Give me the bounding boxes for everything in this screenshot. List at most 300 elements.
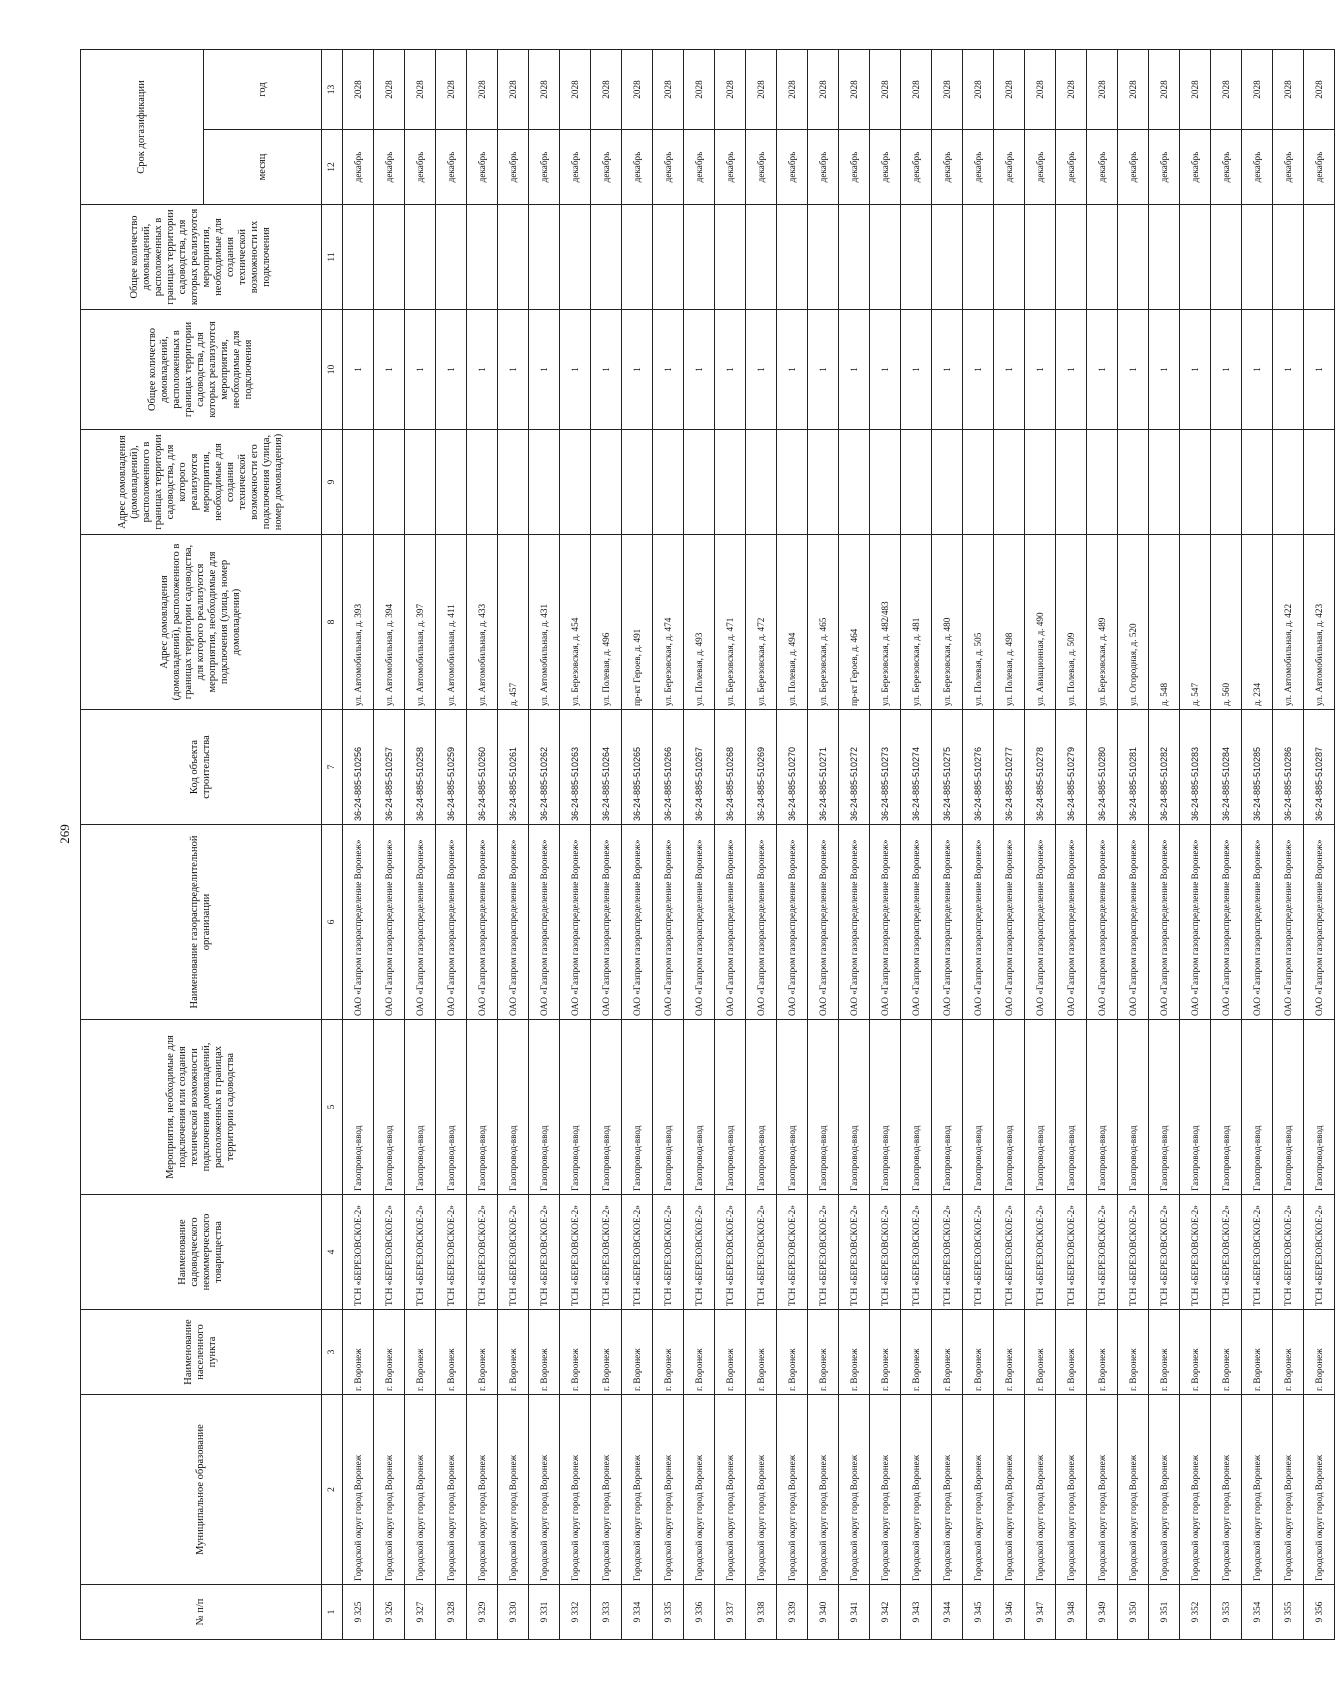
cell-settlement: г. Воронеж [591, 1310, 622, 1395]
cell-gas-org: ОАО «Газпром газораспределение Воронеж» [994, 825, 1025, 1020]
cell-gas-org: ОАО «Газпром газораспределение Воронеж» [777, 825, 808, 1020]
table-row [1242, 49, 1273, 1639]
cell-month: декабрь [715, 130, 746, 205]
cell-count-connection: 1 [963, 310, 994, 430]
cell-year: 2028 [1180, 49, 1211, 129]
cell-month: декабрь [839, 130, 870, 205]
column-number: 13 [322, 49, 343, 129]
cell-partnership: ТСН «БЕРЕЗОВСКОЕ-2» [932, 1195, 963, 1310]
table-row [1273, 49, 1304, 1639]
cell-year: 2028 [436, 49, 467, 129]
table-row [1087, 49, 1118, 1639]
cell-year: 2028 [1087, 49, 1118, 129]
cell-event: Газопровод-ввод [684, 1020, 715, 1195]
cell-gas-org: ОАО «Газпром газораспределение Воронеж» [808, 825, 839, 1020]
cell-address-capability [963, 430, 994, 535]
cell-count-capability [560, 205, 591, 310]
cell-settlement: г. Воронеж [405, 1310, 436, 1395]
cell-settlement: г. Воронеж [374, 1310, 405, 1395]
cell-municipality: Городской округ город Воронеж [1304, 1395, 1335, 1585]
cell-year: 2028 [1242, 49, 1273, 129]
table-row [870, 49, 901, 1639]
cell-count-connection: 1 [1149, 310, 1180, 430]
cell-num: 9 337 [715, 1585, 746, 1640]
cell-num: 9 340 [808, 1585, 839, 1640]
cell-year: 2028 [1304, 49, 1335, 129]
cell-event: Газопровод-ввод [1211, 1020, 1242, 1195]
cell-count-connection: 1 [467, 310, 498, 430]
cell-month: декабрь [1180, 130, 1211, 205]
table-row [777, 49, 808, 1639]
cell-municipality: Городской округ город Воронеж [932, 1395, 963, 1585]
cell-count-connection: 1 [529, 310, 560, 430]
table-row [684, 49, 715, 1639]
cell-event: Газопровод-ввод [777, 1020, 808, 1195]
cell-count-connection: 1 [994, 310, 1025, 430]
table-row [1304, 49, 1335, 1639]
cell-month: декабрь [808, 130, 839, 205]
cell-count-capability [994, 205, 1025, 310]
cell-month: декабрь [684, 130, 715, 205]
cell-address: ул. Огородная, д. 520 [1118, 535, 1149, 710]
cell-address: ул. Полевая, д. 496 [591, 535, 622, 710]
cell-object-code: 36-24-885-510287 [1304, 710, 1335, 825]
cell-num: 9 353 [1211, 1585, 1242, 1640]
cell-object-code: 36-24-885-510278 [1025, 710, 1056, 825]
cell-gas-org: ОАО «Газпром газораспределение Воронеж» [591, 825, 622, 1020]
cell-settlement: г. Воронеж [1180, 1310, 1211, 1395]
cell-year: 2028 [963, 49, 994, 129]
cell-settlement: г. Воронеж [684, 1310, 715, 1395]
cell-count-connection: 1 [560, 310, 591, 430]
cell-count-capability [808, 205, 839, 310]
cell-settlement: г. Воронеж [839, 1310, 870, 1395]
cell-num: 9 341 [839, 1585, 870, 1640]
column-number: 2 [322, 1395, 343, 1585]
column-number: 3 [322, 1310, 343, 1395]
cell-partnership: ТСН «БЕРЕЗОВСКОЕ-2» [963, 1195, 994, 1310]
table-row [622, 49, 653, 1639]
table-row [1025, 49, 1056, 1639]
cell-count-connection: 1 [436, 310, 467, 430]
cell-address: д. 234 [1242, 535, 1273, 710]
cell-partnership: ТСН «БЕРЕЗОВСКОЕ-2» [498, 1195, 529, 1310]
cell-year: 2028 [870, 49, 901, 129]
cell-event: Газопровод-ввод [560, 1020, 591, 1195]
cell-count-capability [1025, 205, 1056, 310]
cell-settlement: г. Воронеж [715, 1310, 746, 1395]
cell-count-capability [839, 205, 870, 310]
column-number: 10 [322, 310, 343, 430]
cell-object-code: 36-24-885-510266 [653, 710, 684, 825]
cell-address-capability [1211, 430, 1242, 535]
cell-settlement: г. Воронеж [1056, 1310, 1087, 1395]
table-row [932, 49, 963, 1639]
cell-month: декабрь [1242, 130, 1273, 205]
cell-year: 2028 [808, 49, 839, 129]
table-row [808, 49, 839, 1639]
cell-municipality: Городской округ город Воронеж [498, 1395, 529, 1585]
cell-count-connection: 1 [715, 310, 746, 430]
table-row [529, 49, 560, 1639]
rotated-table-container [80, 50, 1324, 1640]
cell-settlement: г. Воронеж [653, 1310, 684, 1395]
cell-count-connection: 1 [808, 310, 839, 430]
cell-object-code: 36-24-885-510286 [1273, 710, 1304, 825]
cell-municipality: Городской округ город Воронеж [560, 1395, 591, 1585]
cell-partnership: ТСН «БЕРЕЗОВСКОЕ-2» [1211, 1195, 1242, 1310]
cell-gas-org: ОАО «Газпром газораспределение Воронеж» [746, 825, 777, 1020]
cell-count-connection: 1 [839, 310, 870, 430]
cell-address: ул. Березовская, д. 489 [1087, 535, 1118, 710]
cell-settlement: г. Воронеж [343, 1310, 374, 1395]
cell-month: декабрь [994, 130, 1025, 205]
cell-event: Газопровод-ввод [994, 1020, 1025, 1195]
cell-municipality: Городской округ город Воронеж [436, 1395, 467, 1585]
column-number: 7 [322, 710, 343, 825]
cell-month: декабрь [963, 130, 994, 205]
cell-count-connection: 1 [870, 310, 901, 430]
cell-settlement: г. Воронеж [808, 1310, 839, 1395]
cell-settlement: г. Воронеж [994, 1310, 1025, 1395]
column-number: 1 [322, 1585, 343, 1640]
table-row [498, 49, 529, 1639]
cell-address: ул. Березовская, д. 465 [808, 535, 839, 710]
cell-count-capability [529, 205, 560, 310]
cell-count-capability [746, 205, 777, 310]
cell-gas-org: ОАО «Газпром газораспределение Воронеж» [715, 825, 746, 1020]
cell-partnership: ТСН «БЕРЕЗОВСКОЕ-2» [839, 1195, 870, 1310]
cell-count-capability [405, 205, 436, 310]
cell-partnership: ТСН «БЕРЕЗОВСКОЕ-2» [746, 1195, 777, 1310]
cell-municipality: Городской округ город Воронеж [1242, 1395, 1273, 1585]
column-number: 8 [322, 535, 343, 710]
cell-gas-org: ОАО «Газпром газораспределение Воронеж» [529, 825, 560, 1020]
cell-address-capability [932, 430, 963, 535]
cell-month: декабрь [498, 130, 529, 205]
cell-partnership: ТСН «БЕРЕЗОВСКОЕ-2» [622, 1195, 653, 1310]
cell-count-connection: 1 [1273, 310, 1304, 430]
cell-partnership: ТСН «БЕРЕЗОВСКОЕ-2» [343, 1195, 374, 1310]
cell-event: Газопровод-ввод [498, 1020, 529, 1195]
cell-num: 9 350 [1118, 1585, 1149, 1640]
cell-year: 2028 [1211, 49, 1242, 129]
cell-object-code: 36-24-885-510257 [374, 710, 405, 825]
cell-event: Газопровод-ввод [374, 1020, 405, 1195]
cell-count-connection: 1 [932, 310, 963, 430]
cell-month: декабрь [560, 130, 591, 205]
cell-num: 9 335 [653, 1585, 684, 1640]
cell-count-connection: 1 [498, 310, 529, 430]
cell-settlement: г. Воронеж [1118, 1310, 1149, 1395]
cell-address-capability [839, 430, 870, 535]
cell-settlement: г. Воронеж [560, 1310, 591, 1395]
cell-partnership: ТСН «БЕРЕЗОВСКОЕ-2» [1025, 1195, 1056, 1310]
cell-gas-org: ОАО «Газпром газораспределение Воронеж» [1211, 825, 1242, 1020]
cell-num: 9 344 [932, 1585, 963, 1640]
cell-gas-org: ОАО «Газпром газораспределение Воронеж» [684, 825, 715, 1020]
cell-object-code: 36-24-885-510268 [715, 710, 746, 825]
cell-partnership: ТСН «БЕРЕЗОВСКОЕ-2» [1304, 1195, 1335, 1310]
cell-year: 2028 [932, 49, 963, 129]
cell-object-code: 36-24-885-510277 [994, 710, 1025, 825]
cell-month: декабрь [1304, 130, 1335, 205]
cell-gas-org: ОАО «Газпром газораспределение Воронеж» [1056, 825, 1087, 1020]
cell-num: 9 352 [1180, 1585, 1211, 1640]
cell-address: ул. Березовская, д. 474 [653, 535, 684, 710]
header-count-capability: Общее количество домовладений, расположенных в границах территории садоводства, для которых реализуются мероприятия, необходимые для создания технической возможности их подключения [81, 205, 322, 310]
cell-object-code: 36-24-885-510259 [436, 710, 467, 825]
cell-year: 2028 [777, 49, 808, 129]
cell-municipality: Городской округ город Воронеж [870, 1395, 901, 1585]
cell-count-capability [1273, 205, 1304, 310]
cell-year: 2028 [1025, 49, 1056, 129]
cell-num: 9 326 [374, 1585, 405, 1640]
cell-address-capability [1304, 430, 1335, 535]
cell-object-code: 36-24-885-510279 [1056, 710, 1087, 825]
table-row [591, 49, 622, 1639]
cell-address-capability [560, 430, 591, 535]
cell-address-capability [622, 430, 653, 535]
cell-address-capability [405, 430, 436, 535]
cell-event: Газопровод-ввод [1118, 1020, 1149, 1195]
cell-address: пр-кт Героев, д. 491 [622, 535, 653, 710]
cell-municipality: Городской округ город Воронеж [777, 1395, 808, 1585]
cell-gas-org: ОАО «Газпром газораспределение Воронеж» [870, 825, 901, 1020]
column-number: 4 [322, 1195, 343, 1310]
cell-num: 9 327 [405, 1585, 436, 1640]
header-event: Мероприятия, необходимые для подключения или создания технической возможности подключения домовладений, расположенных в границах территории садоводства [81, 1020, 322, 1195]
cell-year: 2028 [1056, 49, 1087, 129]
table-row [1056, 49, 1087, 1639]
cell-municipality: Городской округ город Воронеж [1273, 1395, 1304, 1585]
cell-address: ул. Березовская, д. 481 [901, 535, 932, 710]
cell-month: декабрь [1025, 130, 1056, 205]
cell-month: декабрь [591, 130, 622, 205]
cell-object-code: 36-24-885-510276 [963, 710, 994, 825]
cell-count-capability [1087, 205, 1118, 310]
cell-object-code: 36-24-885-510262 [529, 710, 560, 825]
cell-count-capability [870, 205, 901, 310]
cell-address-capability [870, 430, 901, 535]
cell-count-connection: 1 [777, 310, 808, 430]
cell-count-connection: 1 [622, 310, 653, 430]
cell-municipality: Городской округ город Воронеж [622, 1395, 653, 1585]
cell-count-capability [932, 205, 963, 310]
cell-count-connection: 1 [1087, 310, 1118, 430]
table-row [467, 49, 498, 1639]
cell-count-connection: 1 [901, 310, 932, 430]
cell-settlement: г. Воронеж [901, 1310, 932, 1395]
cell-count-capability [374, 205, 405, 310]
cell-partnership: ТСН «БЕРЕЗОВСКОЕ-2» [1056, 1195, 1087, 1310]
cell-municipality: Городской округ город Воронеж [963, 1395, 994, 1585]
cell-gas-org: ОАО «Газпром газораспределение Воронеж» [436, 825, 467, 1020]
header-month: месяц [204, 130, 322, 205]
cell-year: 2028 [498, 49, 529, 129]
cell-address: ул. Автомобильная, д. 397 [405, 535, 436, 710]
cell-municipality: Городской округ город Воронеж [746, 1395, 777, 1585]
cell-gas-org: ОАО «Газпром газораспределение Воронеж» [901, 825, 932, 1020]
cell-object-code: 36-24-885-510283 [1180, 710, 1211, 825]
cell-event: Газопровод-ввод [591, 1020, 622, 1195]
column-number: 6 [322, 825, 343, 1020]
cell-partnership: ТСН «БЕРЕЗОВСКОЕ-2» [1118, 1195, 1149, 1310]
cell-partnership: ТСН «БЕРЕЗОВСКОЕ-2» [870, 1195, 901, 1310]
header-settlement: Наименование населенного пункта [81, 1310, 322, 1395]
cell-num: 9 334 [622, 1585, 653, 1640]
cell-object-code: 36-24-885-510273 [870, 710, 901, 825]
cell-partnership: ТСН «БЕРЕЗОВСКОЕ-2» [529, 1195, 560, 1310]
cell-municipality: Городской округ город Воронеж [653, 1395, 684, 1585]
cell-address-capability [1149, 430, 1180, 535]
cell-count-capability [467, 205, 498, 310]
cell-address: ул. Авиационная, д. 490 [1025, 535, 1056, 710]
cell-partnership: ТСН «БЕРЕЗОВСКОЕ-2» [901, 1195, 932, 1310]
cell-year: 2028 [467, 49, 498, 129]
table-row [1149, 49, 1180, 1639]
cell-gas-org: ОАО «Газпром газораспределение Воронеж» [1149, 825, 1180, 1020]
cell-gas-org: ОАО «Газпром газораспределение Воронеж» [343, 825, 374, 1020]
cell-settlement: г. Воронеж [1242, 1310, 1273, 1395]
cell-year: 2028 [1273, 49, 1304, 129]
cell-partnership: ТСН «БЕРЕЗОВСКОЕ-2» [591, 1195, 622, 1310]
cell-address: ул. Полевая, д. 498 [994, 535, 1025, 710]
cell-object-code: 36-24-885-510275 [932, 710, 963, 825]
cell-address-capability [994, 430, 1025, 535]
cell-count-connection: 1 [343, 310, 374, 430]
cell-address: д. 457 [498, 535, 529, 710]
cell-gas-org: ОАО «Газпром газораспределение Воронеж» [932, 825, 963, 1020]
cell-address-capability [653, 430, 684, 535]
header-municipality: Муниципальное образование [81, 1395, 322, 1585]
cell-settlement: г. Воронеж [932, 1310, 963, 1395]
cell-gas-org: ОАО «Газпром газораспределение Воронеж» [1025, 825, 1056, 1020]
header-partnership: Наименование садоводческого некоммерческого товарищества [81, 1195, 322, 1310]
cell-num: 9 328 [436, 1585, 467, 1640]
cell-object-code: 36-24-885-510270 [777, 710, 808, 825]
cell-gas-org: ОАО «Газпром газораспределение Воронеж» [1242, 825, 1273, 1020]
cell-num: 9 355 [1273, 1585, 1304, 1640]
cell-month: декабрь [529, 130, 560, 205]
header-term: Срок догазификации [81, 49, 204, 204]
cell-partnership: ТСН «БЕРЕЗОВСКОЕ-2» [777, 1195, 808, 1310]
cell-object-code: 36-24-885-510263 [560, 710, 591, 825]
cell-partnership: ТСН «БЕРЕЗОВСКОЕ-2» [653, 1195, 684, 1310]
cell-settlement: г. Воронеж [1149, 1310, 1180, 1395]
column-number: 9 [322, 430, 343, 535]
cell-count-capability [343, 205, 374, 310]
cell-count-connection: 1 [1056, 310, 1087, 430]
cell-address: ул. Березовская, д. 471 [715, 535, 746, 710]
cell-address: ул. Автомобильная, д. 411 [436, 535, 467, 710]
cell-year: 2028 [653, 49, 684, 129]
cell-municipality: Городской округ город Воронеж [1149, 1395, 1180, 1585]
cell-month: декабрь [901, 130, 932, 205]
cell-address: ул. Березовская, д. 454 [560, 535, 591, 710]
cell-month: декабрь [746, 130, 777, 205]
cell-month: декабрь [436, 130, 467, 205]
cell-num: 9 325 [343, 1585, 374, 1640]
cell-address: ул. Полевая, д. 505 [963, 535, 994, 710]
table-row [1118, 49, 1149, 1639]
cell-address-capability [715, 430, 746, 535]
cell-partnership: ТСН «БЕРЕЗОВСКОЕ-2» [994, 1195, 1025, 1310]
header-address-capability: Адрес домовладения (домовладений), расположенного в границах территории садоводства, для которого реализуются мероприятия, необходимые для создания технической возможности его подключения (улица, номер домовладения) [81, 430, 322, 535]
header-num: № п/п [81, 1585, 322, 1640]
cell-event: Газопровод-ввод [1273, 1020, 1304, 1195]
cell-object-code: 36-24-885-510284 [1211, 710, 1242, 825]
page-number: 269 [57, 824, 72, 844]
cell-object-code: 36-24-885-510267 [684, 710, 715, 825]
table-row [653, 49, 684, 1639]
cell-address: д. 548 [1149, 535, 1180, 710]
cell-partnership: ТСН «БЕРЕЗОВСКОЕ-2» [405, 1195, 436, 1310]
cell-event: Газопровод-ввод [343, 1020, 374, 1195]
table-row [1211, 49, 1242, 1639]
cell-gas-org: ОАО «Газпром газораспределение Воронеж» [1118, 825, 1149, 1020]
cell-settlement: г. Воронеж [467, 1310, 498, 1395]
cell-num: 9 356 [1304, 1585, 1335, 1640]
cell-year: 2028 [405, 49, 436, 129]
cell-settlement: г. Воронеж [746, 1310, 777, 1395]
cell-num: 9 345 [963, 1585, 994, 1640]
cell-month: декабрь [405, 130, 436, 205]
cell-partnership: ТСН «БЕРЕЗОВСКОЕ-2» [560, 1195, 591, 1310]
cell-num: 9 348 [1056, 1585, 1087, 1640]
cell-count-connection: 1 [1180, 310, 1211, 430]
cell-municipality: Городской округ город Воронеж [405, 1395, 436, 1585]
cell-municipality: Городской округ город Воронеж [715, 1395, 746, 1585]
cell-partnership: ТСН «БЕРЕЗОВСКОЕ-2» [1149, 1195, 1180, 1310]
column-number: 5 [322, 1020, 343, 1195]
cell-month: декабрь [1211, 130, 1242, 205]
cell-partnership: ТСН «БЕРЕЗОВСКОЕ-2» [1242, 1195, 1273, 1310]
header-row [81, 49, 204, 1639]
cell-count-capability [1180, 205, 1211, 310]
cell-object-code: 36-24-885-510272 [839, 710, 870, 825]
cell-address: д. 560 [1211, 535, 1242, 710]
header-object-code: Код объекта строительства [81, 710, 322, 825]
cell-count-capability [684, 205, 715, 310]
cell-settlement: г. Воронеж [436, 1310, 467, 1395]
cell-event: Газопровод-ввод [405, 1020, 436, 1195]
cell-count-connection: 1 [1211, 310, 1242, 430]
cell-event: Газопровод-ввод [932, 1020, 963, 1195]
table-row [374, 49, 405, 1639]
cell-year: 2028 [1149, 49, 1180, 129]
cell-settlement: г. Воронеж [622, 1310, 653, 1395]
cell-address: ул. Полевая, д. 509 [1056, 535, 1087, 710]
cell-settlement: г. Воронеж [870, 1310, 901, 1395]
cell-gas-org: ОАО «Газпром газораспределение Воронеж» [467, 825, 498, 1020]
cell-municipality: Городской округ город Воронеж [1211, 1395, 1242, 1585]
cell-object-code: 36-24-885-510274 [901, 710, 932, 825]
cell-count-capability [777, 205, 808, 310]
header-address-connection: Адрес домовладения (домовладений), расположенного в границах территории садоводства, для которого реализуются мероприятия, необходимые для подключения (улица, номер домовладения) [81, 535, 322, 710]
cell-gas-org: ОАО «Газпром газораспределение Воронеж» [622, 825, 653, 1020]
cell-partnership: ТСН «БЕРЕЗОВСКОЕ-2» [1180, 1195, 1211, 1310]
cell-municipality: Городской округ город Воронеж [901, 1395, 932, 1585]
cell-count-capability [1242, 205, 1273, 310]
cell-object-code: 36-24-885-510264 [591, 710, 622, 825]
cell-event: Газопровод-ввод [529, 1020, 560, 1195]
cell-year: 2028 [1118, 49, 1149, 129]
cell-year: 2028 [374, 49, 405, 129]
cell-count-capability [1149, 205, 1180, 310]
cell-gas-org: ОАО «Газпром газораспределение Воронеж» [374, 825, 405, 1020]
cell-address-capability [343, 430, 374, 535]
